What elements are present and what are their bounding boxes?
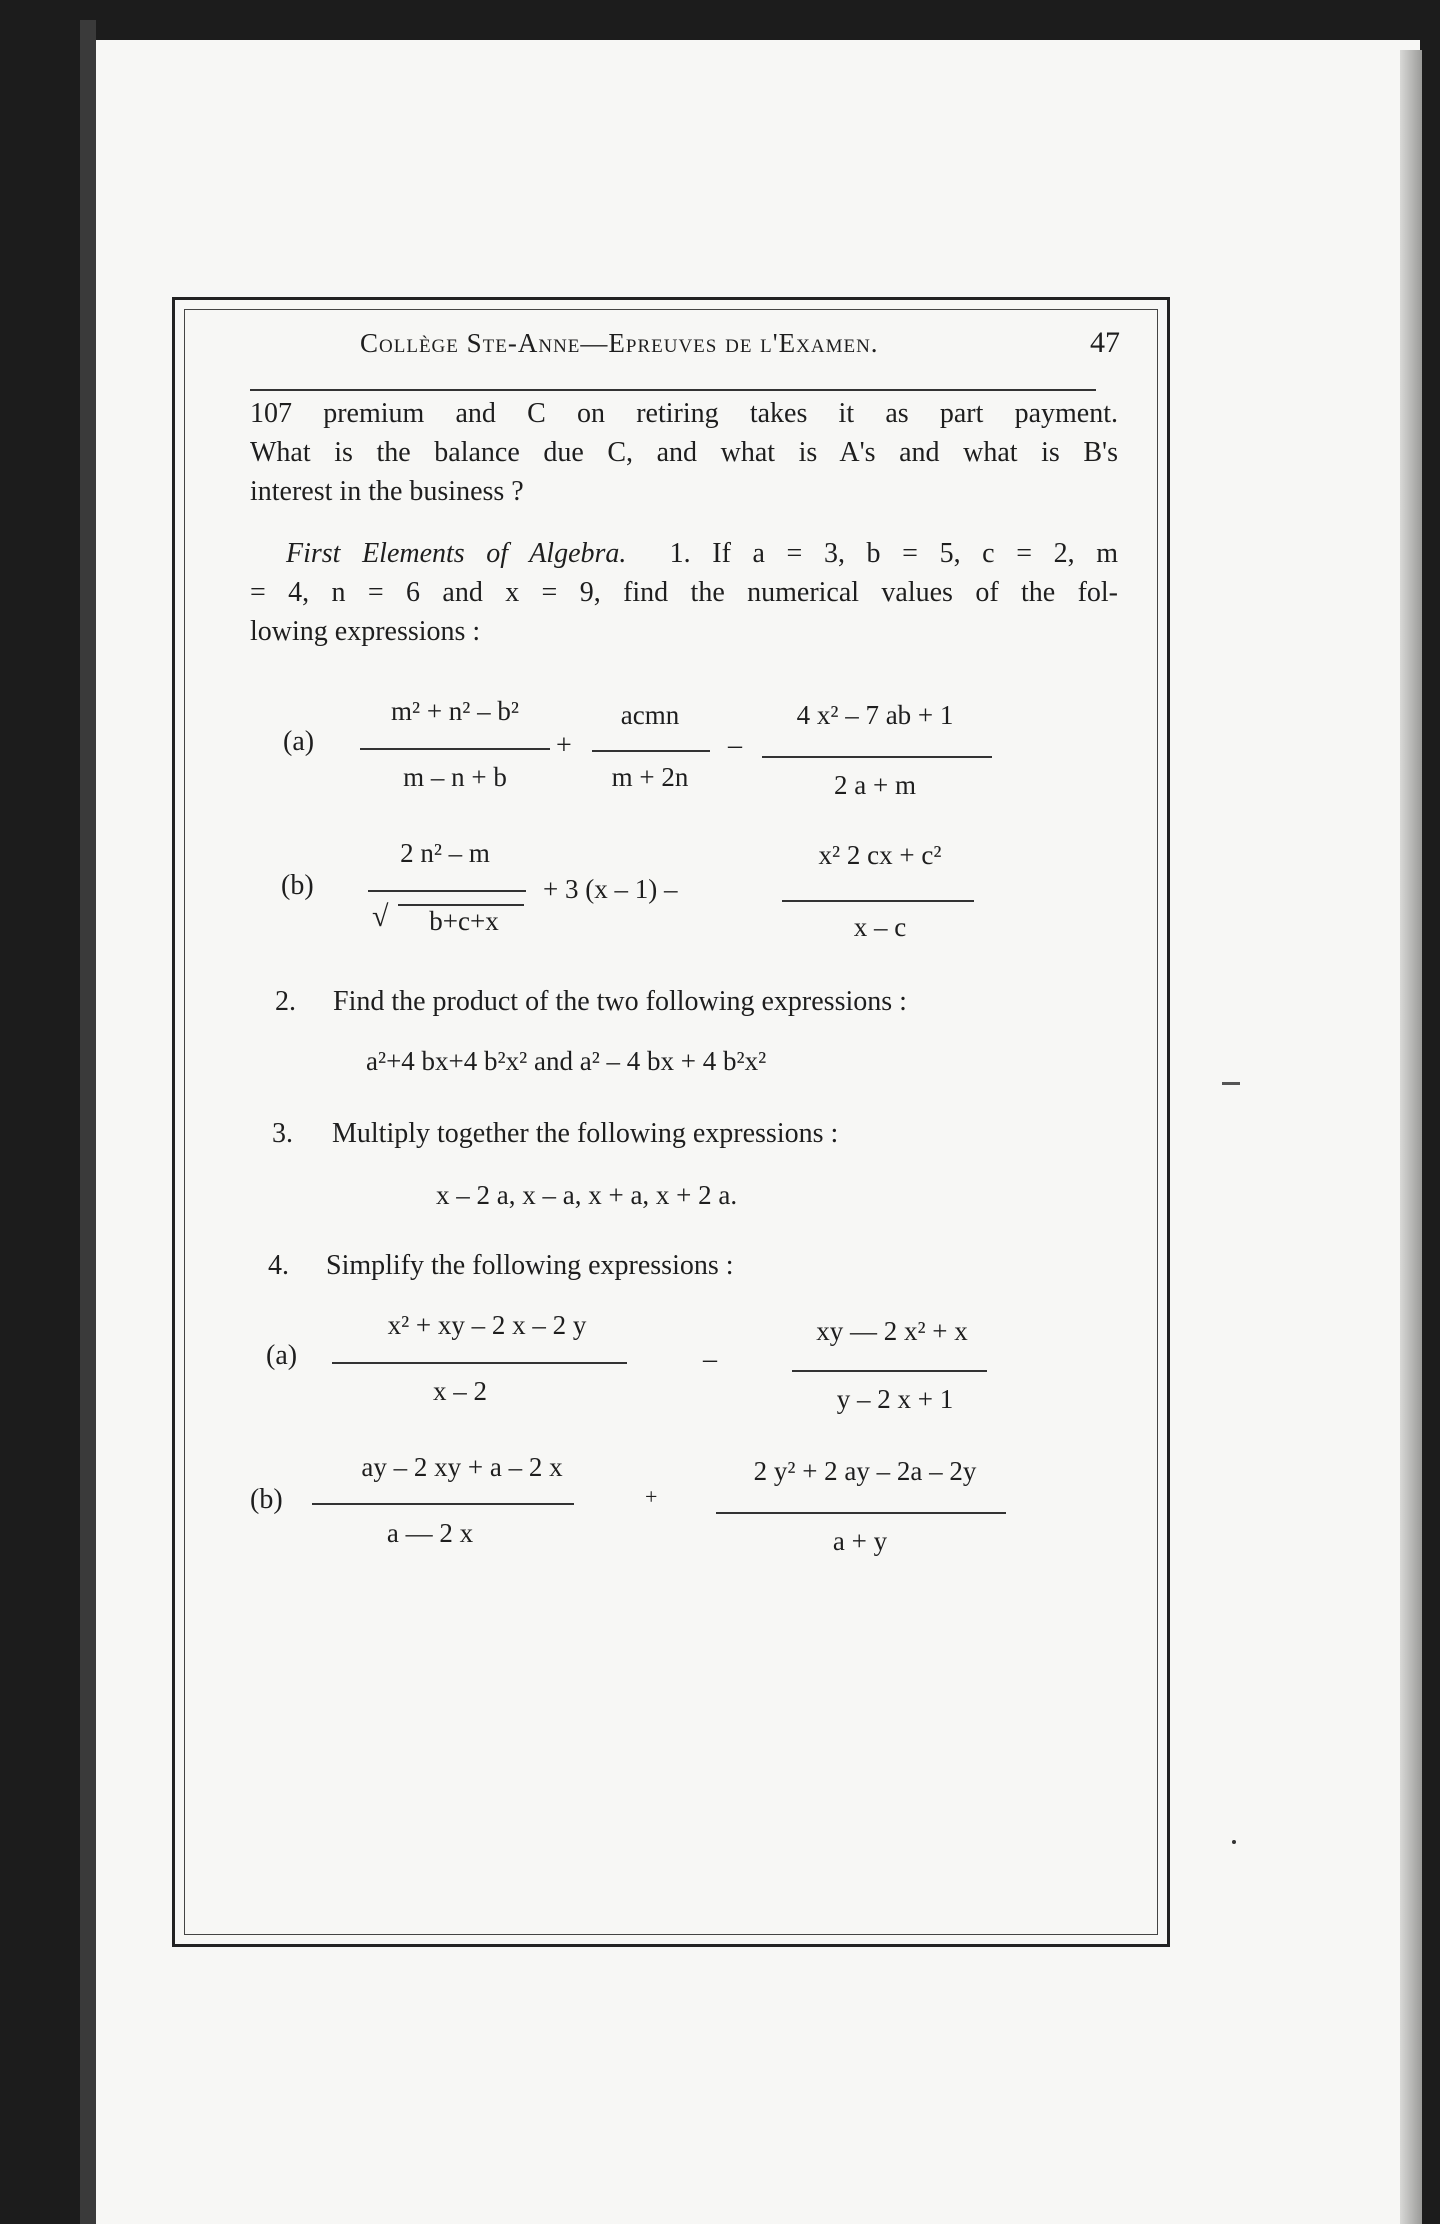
q1b-middle: + 3 (x – 1) – <box>543 874 678 904</box>
intro-line: What is the balance due C, and what is A's and what is B's <box>250 437 1118 468</box>
q1-text: 1. If a = 3, b = 5, c = 2, m <box>669 538 1119 569</box>
square-root-icon: √ <box>372 900 389 933</box>
q4a-f2-numerator: xy — 2 x² + x <box>816 1316 968 1346</box>
intro-line: interest in the business ? <box>250 476 524 507</box>
q2-text: Find the product of the two following expressions : <box>333 986 907 1017</box>
q4-number: 4. <box>268 1250 289 1281</box>
q1a-f1-denominator: m – n + b <box>403 762 507 792</box>
q2-number: 2. <box>275 986 296 1017</box>
algebra-line-1 <box>250 534 1118 573</box>
header-rule <box>250 389 1096 391</box>
q4a-f1-numerator: x² + xy – 2 x – 2 y <box>387 1310 587 1340</box>
page-header <box>250 320 1120 370</box>
q1a-f3-denominator: 2 a + m <box>834 770 916 800</box>
intro-paragraph <box>250 394 1118 511</box>
q3-text: Multiply together the following expressions : <box>332 1118 839 1149</box>
fraction-bar <box>716 1512 1006 1514</box>
q3-expression: x – 2 a, x – a, x + a, x + 2 a. <box>436 1180 738 1210</box>
algebra-line: lowing expressions : <box>250 616 481 647</box>
q4b-f2-numerator: 2 y² + 2 ay – 2a – 2y <box>753 1456 977 1486</box>
q4b-op: + <box>645 1484 658 1509</box>
q4-text: Simplify the following expressions : <box>326 1250 734 1281</box>
q4a-f1-denominator: x – 2 <box>433 1376 487 1406</box>
q1b-f1-denominator: b+c+x <box>429 906 499 936</box>
q4a-label: (a) <box>266 1340 298 1371</box>
q4b-f1-numerator: ay – 2 xy + a – 2 x <box>361 1452 563 1482</box>
q4b-f1-denominator: a — 2 x <box>386 1518 474 1548</box>
fraction-bar <box>782 900 974 902</box>
book-spine <box>80 20 96 2224</box>
q4a-f2-denominator: y – 2 x + 1 <box>836 1384 954 1414</box>
q1a-f2-numerator: acmn <box>620 700 680 730</box>
q1b-f2-numerator: x² 2 cx + c² <box>818 840 942 870</box>
q1b-f2-denominator: x – c <box>853 912 907 942</box>
fraction-bar <box>592 750 710 752</box>
q2-expression: a²+4 bx+4 b²x² and a² – 4 bx + 4 b²x² <box>366 1046 767 1076</box>
fraction-bar <box>360 748 550 750</box>
fraction-bar <box>368 890 526 892</box>
scan-speck <box>1232 1840 1236 1844</box>
algebra-paragraph <box>250 534 1118 651</box>
q1b-label: (b) <box>281 870 314 901</box>
q3-number: 3. <box>272 1118 293 1149</box>
fraction-bar <box>332 1362 627 1364</box>
fraction-bar <box>762 756 992 758</box>
q4b-f2-denominator: a + y <box>832 1526 888 1556</box>
q1a-f1-numerator: m² + n² – b² <box>390 696 519 726</box>
q1b-f1-numerator: 2 n² – m <box>400 838 490 868</box>
fraction-bar <box>792 1370 987 1372</box>
q4b-label: (b) <box>250 1484 283 1515</box>
scan-mark <box>1222 1082 1240 1085</box>
q1a-f2-denominator: m + 2n <box>611 762 689 792</box>
page-edge <box>1400 50 1422 2224</box>
fraction-bar <box>312 1503 574 1505</box>
q1a-op1: + <box>556 730 572 761</box>
q1a-op2: – <box>728 730 742 761</box>
intro-line: 107 premium and C on retiring takes it as part payment. <box>250 398 1118 429</box>
q1a-f3-numerator: 4 x² – 7 ab + 1 <box>796 700 954 730</box>
q4a-op: – <box>703 1344 717 1375</box>
q1a-label: (a) <box>283 726 315 757</box>
section-heading: First Elements of Algebra. <box>286 538 627 569</box>
page-number: 47 <box>1090 326 1120 359</box>
running-head: Collège Ste-Anne—Epreuves de l'Examen. <box>360 328 879 358</box>
algebra-line: = 4, n = 6 and x = 9, find the numerical values of the fol- <box>250 577 1118 608</box>
